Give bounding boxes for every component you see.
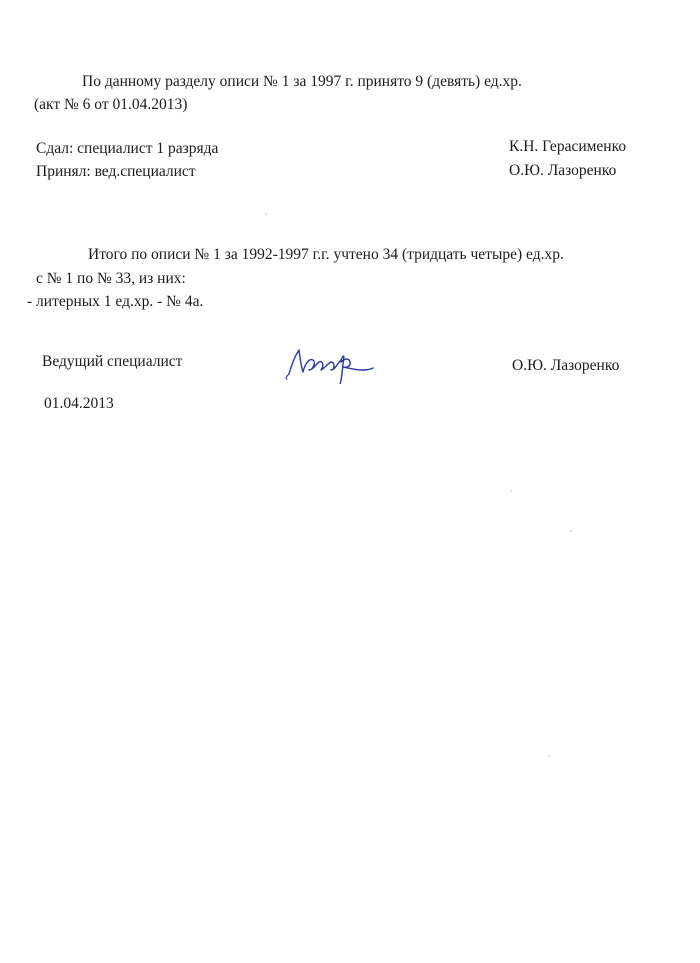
section-total-line-1: По данному разделу описи № 1 за 1997 г. принято 9 (девять) ед.хр.	[82, 73, 522, 90]
received-by-name: О.Ю. Лазоренко	[509, 162, 617, 179]
inventory-total-range: с № 1 по № 33, из них:	[36, 270, 186, 287]
signoff-position: Ведущий специалист	[42, 353, 183, 370]
inventory-total-letter-units: - литерных 1 ед.хр. - № 4а.	[27, 293, 204, 310]
inventory-total-line-1: Итого по описи № 1 за 1992-1997 г.г. учтено 34 (тридцать четыре) ед.хр.	[88, 246, 564, 263]
delivered-by-name: К.Н. Герасименко	[509, 138, 627, 155]
scan-speck	[548, 755, 550, 757]
section-total-act-reference: (акт № 6 от 01.04.2013)	[34, 96, 188, 113]
handwritten-signature	[283, 340, 375, 384]
scan-speck	[570, 530, 572, 532]
scan-speck	[510, 490, 512, 492]
signoff-name: О.Ю. Лазоренко	[512, 357, 620, 374]
signoff-date: 01.04.2013	[44, 395, 114, 412]
received-by-label: Принял: вед.специалист	[36, 163, 196, 180]
delivered-by-label: Сдал: специалист 1 разряда	[36, 140, 219, 157]
scan-speck	[265, 213, 267, 215]
